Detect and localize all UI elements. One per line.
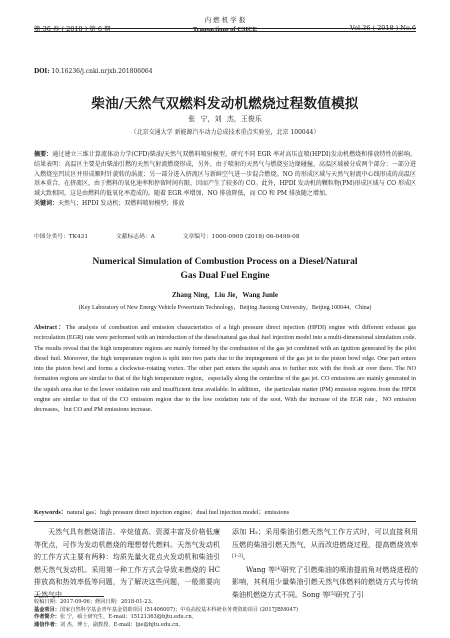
keywords-cn-label: 关键词： <box>34 199 59 207</box>
abstract-en-text: The analysis of combustion and emission characteristics of a high pressure direct injection (HPDI) engine with different exhaust gas recirculation (EGR) rate were performed with an introduction of the diesel/natural gas dual fuel injection model into a multi-dimensional simulation code. The results reveal that the high temperature regions are mainly formed by the combustion of the gas jet combined with an ignition generated by the pilot diesel fuel. Moreover, the high temperature region is split into two parts due to the impingement of the gas jet to the piston bowl edge. One part enters into the piston bowl and forms a clockwise-rotating vortex. The other part enters the squish area to further mix with the fresh air over there. The NO formation regions are similar to that of the high temperature region，especially along the centerline of the gas jet. CO emissions are mainly generated in the squish area due to the lower oxidation rate and insufficient time available. In addition，the particulate matter (PM) emission regions from the HPDI engine are similar to that of the CO emission region due to the low oxidation rate of the soot. With the increase of the EGR rate，NO emission decreases，but CO and PM emissions increase. <box>34 324 417 414</box>
title-english <box>0 255 450 283</box>
body-text: 研究了引燃柴油的喷油提前角对燃烧进程的影响，其利用少量柴油引燃天然气体燃料的燃烧方式与传统柴油机燃烧方式不同。Song 等 <box>232 565 418 599</box>
running-header <box>0 12 450 52</box>
citation-ref[interactable]: [4] <box>275 566 282 572</box>
body-column-right <box>232 526 418 601</box>
keywords-en-label: Keywords： <box>34 509 67 516</box>
footnote-author <box>34 614 416 622</box>
footnote-corr-label: 通信作者： <box>34 621 60 628</box>
keywords-english <box>34 507 416 516</box>
keywords-en-text: natural gas；high pressure direct injection engine；dual fuel injection model；emissions <box>67 509 290 516</box>
doi-line <box>34 68 153 75</box>
footnote-author-text: 张 宁，硕士研究生，E-mail：15121363@bjtu.edu.cn。 <box>59 614 197 621</box>
header-journal-en: Transactions of CSICE <box>192 26 258 33</box>
abstract-cn-label: 摘要： <box>34 151 53 158</box>
clc-number: 中图分类号：TK431 <box>34 234 89 240</box>
body-column-left <box>34 526 220 601</box>
title-english-line2: Gas Dual Fuel Engine <box>180 271 270 281</box>
title-chinese: 柴油/天然气双燃料发动机燃烧过程数值模拟 <box>91 96 359 112</box>
header-volume-cn: 第 36 卷 ( 2018 ) 第 6 期 <box>34 25 111 33</box>
footnote-fund-text: 国家自然科学基金青年基金资助项目 (51406007)；中央高校基本科研业务费资助项目 (2017JBM047) <box>59 606 299 613</box>
affiliation-chinese: （北京交通大学 新能源汽车动力总成技术重点实验室，北京 100044） <box>130 129 320 136</box>
document-code: 文献标志码：A <box>115 234 155 240</box>
abstract-english <box>34 323 416 416</box>
footnotes <box>34 599 416 629</box>
body-text: Wang 等 <box>246 565 276 574</box>
header-rule-thick <box>34 28 416 29</box>
title-english-line1: Numerical Simulation of Combustion Process on a Diesel/Natural <box>92 257 358 267</box>
abstract-cn-text: 通过建立三维计算流体动力学(CFD)柴油/天然气双燃料喷射模型，研究不同 EGR 率对高压直喷(HPDI)发动机燃烧和排放特性的影响。结果表明：高温区主要是由柴油引燃的天然气射流燃烧形成，另外，由于喷射的天然气与燃烧室边缘碰撞，高温区域被分成两个部分：一部分进入燃烧室凹坑区并形成顺时针旋转的涡流；另一部分进入挤流区与新鲜空气进一步混合燃烧。NO 的形成区域与天然气射流中心线形成的高温区基本重合，在挤流区，由于燃料的氧化速率和停留时间有限，因而产生了较多的 CO。此外，HPDI 发动机的颗粒物(PM)形成区域与 CO 形成区域大致相同，这是由燃料的低氧化率造成的。随着 EGR 率增加，NO 排放降低，而 CO 和 PM 排放随之增加。 <box>34 151 416 198</box>
header-rule-thin <box>34 31 416 32</box>
authors-english: Zhang Ning，Liu Jie，Wang Junle <box>171 291 278 299</box>
footnote-fund-label: 基金项目： <box>34 606 60 613</box>
keywords-cn-text: 天然气；HPDI 发动机；双燃料喷射模型；排放 <box>58 199 185 207</box>
article-number: 文章编号：1000-0909 (2018) 06-0499-08 <box>182 234 300 240</box>
authors-chinese: 张 宁，刘 杰，王俊乐 <box>188 115 262 123</box>
body-paragraph <box>232 564 418 602</box>
footnote-corr-text: 刘 杰，博士，副教授，E-mail：ljie@bjtu.edu.cn。 <box>59 621 184 628</box>
citation-ref[interactable]: [1-3] <box>232 554 243 559</box>
footnote-corresponding <box>34 622 416 630</box>
body-text: 添加 H₂；采用柴油引燃天然气工作方式时，可以直接利用压燃的柴油引燃天然气，从而改进燃烧过程，提高燃烧效率 <box>232 528 418 549</box>
section-divider <box>34 521 416 522</box>
doi-value[interactable]: 10.16236/j.cnki.nrjxb.201806064 <box>51 68 153 75</box>
affiliation-english: (Key Laboratory of New Energy Vehicle Powertrain Technology，Beijing Jiaotong University，Beijing 100044，China) <box>78 305 372 311</box>
header-volume-en: Vol.36 ( 2018 ) No.6 <box>350 24 416 32</box>
body-paragraph <box>232 526 418 564</box>
citation-ref[interactable]: [5] <box>329 591 336 597</box>
footnote-received: 收稿日期：2017-09-06；修回日期：2018-01-23。 <box>34 599 157 605</box>
footnote-rule <box>34 596 104 597</box>
abstract-chinese <box>34 150 416 209</box>
body-text: 研究了引 <box>335 590 364 599</box>
body-text: 。 <box>242 553 250 561</box>
doi-label: DOI: <box>34 68 50 75</box>
footnote-author-label: 作者简介： <box>34 614 60 621</box>
body-paragraph: 天然气具有燃烧清洁、辛烷值高、资源丰富及价格低廉等优点，可作为发动机燃烧的理想替代燃料。天然气发动机的工作方式主要有两种：均质先量火花点火发动机和柴油引燃天然气发动机。采用第一种工作方式会导致未燃烧的 HC 排放高和热效率低等问题，为了解决这些问题，一般需要向天然气中 <box>34 528 220 599</box>
classification-line <box>34 231 416 240</box>
abstract-en-label: Abstract： <box>34 324 66 331</box>
header-journal-cn: 内 燃 机 学 报 <box>204 16 246 24</box>
